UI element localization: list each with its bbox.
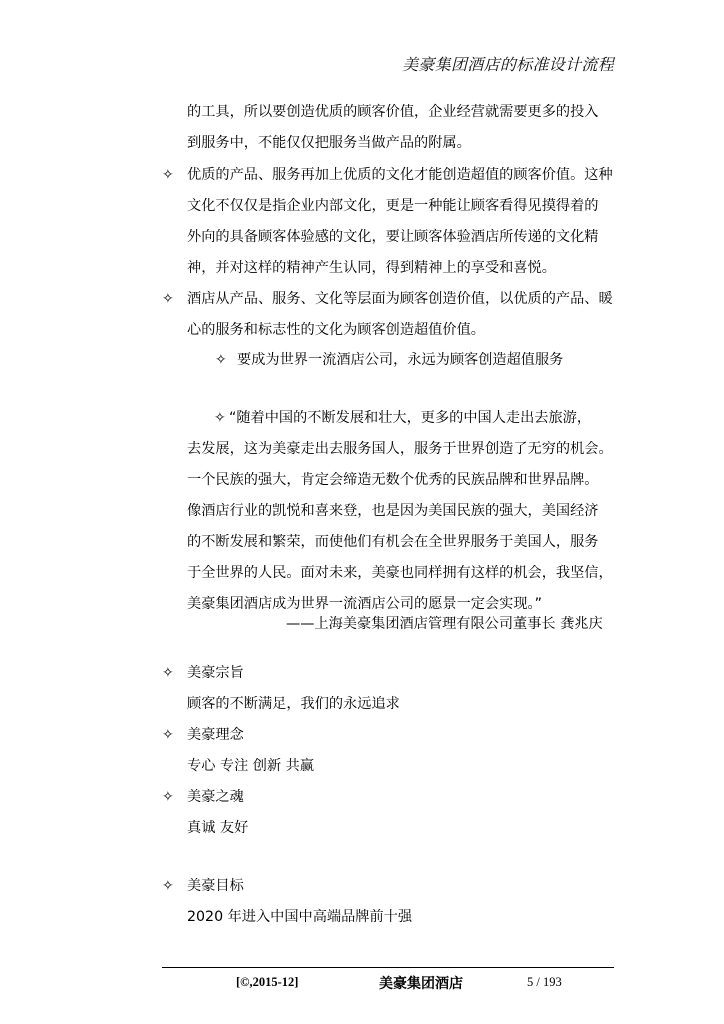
bullet-icon: ✧ (215, 352, 227, 368)
section-title-soul: 美豪之魂 (187, 789, 244, 805)
bullet-icon: ✧ (214, 410, 226, 426)
paragraph-line: 酒店从产品、服务、文化等层面为顾客创造价值，以优质的产品、暖 (187, 291, 613, 307)
quote-attribution: ——上海美豪集团酒店管理有限公司董事长 龚兆庆 (286, 616, 603, 632)
paragraph-line: 神，并对这样的精神产生认同，得到精神上的享受和喜悦。 (187, 260, 556, 276)
paragraph-line: 到服务中，不能仅仅把服务当做产品的附属。 (187, 135, 471, 151)
bullet-icon: ✧ (162, 665, 174, 681)
section-text-goal: 2020 年进入中国中高端品牌前十强 (187, 909, 413, 925)
paragraph-line: 文化不仅仅是指企业内部文化，更是一种能让顾客看得见摸得着的 (187, 198, 599, 214)
section-text-soul: 真诚 友好 (187, 820, 249, 836)
bullet-icon: ✧ (162, 789, 174, 805)
quote-line: 去发展，这为美豪走出去服务国人，服务于世界创造了无穷的机会。 (187, 441, 613, 457)
quote-line: 的不断发展和繁荣，而使他们有机会在全世界服务于美国人，服务 (187, 534, 599, 550)
footer-date: [©,2015-12] (236, 975, 299, 989)
bullet-icon: ✧ (162, 167, 174, 183)
section-title-philosophy: 美豪理念 (187, 727, 244, 743)
quote-line: 于全世界的人民。面对未来，美豪也同样拥有这样的机会，我坚信， (187, 565, 613, 581)
quote-line: 美豪集团酒店成为世界一流酒店公司的愿景一定会实现。” (187, 596, 542, 612)
bullet-icon: ✧ (162, 727, 174, 743)
quote-line: 像酒店行业的凯悦和喜来登，也是因为美国民族的强大，美国经济 (187, 503, 599, 519)
paragraph-line: 优质的产品、服务再加上优质的文化才能创造超值的顾客价值。这种 (187, 167, 613, 183)
page-header-title: 美豪集团酒店的标准设计流程 (402, 55, 614, 74)
footer-divider (162, 967, 614, 968)
paragraph-line: 外向的具备顾客体验感的文化，要让顾客体验酒店所传递的文化精 (187, 229, 599, 245)
footer-company: 美豪集团酒店 (379, 976, 463, 992)
bullet-icon: ✧ (162, 878, 174, 894)
quote-line: 一个民族的强大，肯定会缔造无数个优秀的民族品牌和世界品牌。 (187, 472, 599, 488)
section-text-philosophy: 专心 专注 创新 共赢 (187, 758, 315, 774)
bullet-icon: ✧ (162, 291, 174, 307)
section-text-purpose: 顾客的不断满足，我们的永远追求 (187, 696, 400, 712)
paragraph-line: 的工具，所以要创造优质的顾客价值，企业经营就需要更多的投入 (187, 104, 599, 120)
section-title-purpose: 美豪宗旨 (187, 665, 244, 681)
footer-page-number: 5 / 193 (527, 975, 562, 989)
paragraph-line: 心的服务和标志性的文化为顾客创造超值价值。 (187, 322, 485, 338)
quote-line: “随着中国的不断发展和壮大，更多的中国人走出去旅游， (229, 410, 592, 426)
section-title-goal: 美豪目标 (187, 878, 244, 894)
sub-heading: 要成为世界一流酒店公司，永远为顾客创造超值服务 (237, 352, 564, 368)
